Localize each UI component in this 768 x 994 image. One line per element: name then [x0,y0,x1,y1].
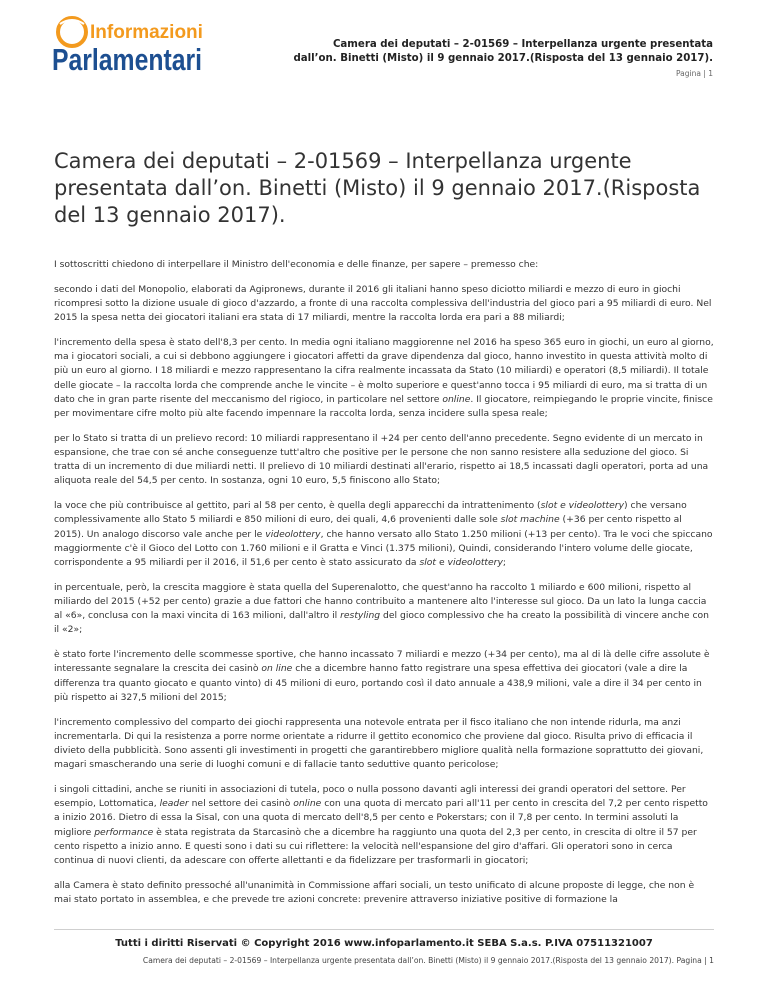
italic-term: online [442,393,471,405]
footer-page-number: Pagina | 1 [676,956,714,965]
footer-divider [54,929,714,930]
article-paragraph [54,783,714,868]
paragraph-text: con una quota di mercato pari all'11 per cento in crescita del 7,2 per cento rispetto a inizio 2016. Dietro di essa la Sisal, con una quota di mercato dell'8,5 per cento e Pokerstars; con il 7,8 per cento. In termini assoluti la migliore [54,798,708,838]
article-paragraph: per lo Stato si tratta di un prelievo record: 10 miliardi rappresentano il +24 per cento dell'anno precedente. Segno evidente di un mercato in espansione, che trae con sé anche conseguenze tutt'altro che positive per le persone che non sanno resistere alla seduzione del gioco. Si tratta di un incremento di due miliardi netti. Il prelievo di 10 miliardi destinati all'erario, rispetto ai 18,5 incassati dagli operatori, porta ad una aliquota reale del 54,5 per cento. In sostanza, ogni 10 euro, 5,5 finiscono allo Stato; [54,432,709,487]
paragraph-text: . Il giocatore, reimpiegando le proprie vincite, finisce per movimentare cifre molto più alte facendo impennare la raccolta lorda, senza incidere sulla spesa reale; [54,393,713,420]
page-header [273,38,713,78]
paragraph-text: (+36 per cento rispetto al 2015). Un analogo discorso vale anche per le [54,514,682,540]
article-body [54,258,714,918]
paragraph-text: ) che versano complessivamente allo Stato 5 miliardi e 850 milioni di euro, dei quali, 4,6 provenienti dalle sole [54,500,687,526]
footer-copyright: Tutti i diritti Riservati © Copyright 2016 www.infoparlamento.it SEBA S.a.s. P.IVA 07511321007 [115,938,653,949]
paragraph-text: nel settore dei casinò [188,798,294,810]
italic-term: slot machine [500,514,560,526]
paragraph-text: è stata registrata da Starcasinò che a dicembre ha raggiunto una quota del 2,3 per cento, in crescita di oltre il 57 per cento rispetto a inizio anno. E questi sono i dati su cui riflettere: la velocità nell'espansione del giro d'affari. Gli operatori sono in cerca continua di nuovi clienti, da adescare con offerte allettanti e da fidelizzare per trasformarli in giocatori; [54,826,697,867]
italic-term: on line [261,663,293,675]
paragraph-text: in percentuale, però, la crescita maggiore è stata quella del Superenalotto, che quest'anno ha raccolto 1 miliardo e 600 milioni, rispetto al miliardo del 2015 (+52 per cento) grazie a due fattori che hanno contribuito a mantenere alto l'interesse sul gioco. Da un lato la lunga caccia al «6», conclusa con la maxi vincita di 163 milioni, dall'altro il [54,581,707,622]
header-page-number: Pagina | 1 [675,69,713,78]
logo-bottom-text: Parlamentari [52,42,202,77]
paragraph-text: e [436,557,448,569]
article-paragraph: alla Camera è stato definito pressoché all'unanimità in Commissione affari sociali, un testo unificato di alcune proposte di legge, che non è mai stato portato in assemblea, e che prevede tre azioni concrete: prevenire attraverso iniziative positive di formazione la [54,879,695,906]
italic-term: restyling [340,610,381,622]
article-title: Camera dei deputati – 2-01569 – Interpellanza urgente presentata dall’on. Binetti (Misto) il 9 gennaio 2017.(Risposta del 13 gennaio 2017). [54,149,701,227]
paragraph-text: del gioco complessivo che ha creato la possibilità di vincere anche con il «2»; [54,610,709,636]
site-logo[interactable] [52,14,212,76]
paragraph-text: che a dicembre hanno fatto registrare una spesa effettiva dei giocatori (vale a dire la differenza tra quanto giocato e quanto vinto) di 45 milioni di euro, portando così il dato annuale a 438,9 milioni, vale a dire il 34 per cento in più rispetto ai 327,5 milioni del 2015; [54,663,702,703]
footer-running-title [54,956,714,965]
italic-term: performance [94,826,154,838]
italic-term: videolottery [447,557,503,569]
footer-title: Camera dei deputati – 2-01569 – Interpellanza urgente presentata dall’on. Binetti (Misto) il 9 gennaio 2017.(Risposta del 13 gennaio 2017). [142,956,675,965]
article-paragraph [54,499,714,570]
article-paragraph [54,336,714,421]
article-paragraph [54,648,714,705]
italic-term: slot e videolottery [540,500,625,512]
italic-term: slot [419,557,437,569]
paragraph-text: è stato forte l'incremento delle scommesse sportive, che hanno incassato 7 miliardi e mezzo (+34 per cento), ma al di là delle cifre assolute è interessante segnalare la crescita dei casinò [54,649,710,675]
paragraph-text: , che hanno versato allo Stato 1.250 milioni (+13 per cento). Tra le voci che spiccano maggiormente c'è il Gioco del Lotto con 1.760 milioni e il Gratta e Vinci (1.375 milioni), Quindi, considerando l'intero volume delle giocate, corrispondente a 95 miliardi per il 2016, il 51,6 per cento è stato assicurato da [54,528,713,569]
header-title-line-1: Camera dei deputati – 2-01569 – Interpellanza urgente presentata [332,39,713,50]
paragraph-text: la voce che più contribuisce al gettito, pari al 58 per cento, è quella degli apparecchi da intrattenimento ( [54,500,541,512]
paragraph-text: l'incremento della spesa è stato dell'8,3 per cento. In media ogni italiano maggiorenne nel 2016 ha speso 365 euro in giochi, un euro al giorno, ma i giocatori sociali, a cui si debbono aggiungere i giocatori affetti da grave dipendenza dal gioco, hanno investito in questa attività molto di più un euro al giorno. I 18 miliardi e mezzo rappresentano la cifra realmente incassata da Stato (10 miliardi) e operatori (8,5 miliardi). Il totale delle giocate – la raccolta lorda che comprende anche le vincite – è molto superiore e quest'anno tocca i 95 miliardi di euro, ma si tratta di un dato che in gran parte risente del meccanismo del rigioco, in particolare nel settore [54,337,714,405]
italic-term: videolottery [265,528,321,540]
paragraph-text: i singoli cittadini, anche se riuniti in associazioni di tutela, poco o nulla possono davanti agli interessi dei grandi operatori del settore. Per esempio, Lottomatica, [54,784,686,810]
logo-top-text: Informazioni [90,22,203,43]
header-title-line-2: dall’on. Binetti (Misto) il 9 gennaio 2017.(Risposta del 13 gennaio 2017). [293,53,713,64]
italic-term: leader [159,798,189,810]
paragraph-text: ; [502,557,506,569]
article-paragraph: secondo i dati del Monopolio, elaborati da Agipronews, durante il 2016 gli italiani hanno speso diciotto miliardi e mezzo di euro in giochi ricompresi sotto la dizione usuale di gioco d'azzardo, a fronte di una raccolta complessiva dell'industria del gioco pari a 95 miliardi di euro. Nel 2015 la spesa netta dei giocatori italiani era stata di 17 miliardi, mentre la raccolta lorda era pari a 88 miliardi; [54,283,712,324]
italic-term: online [293,798,322,810]
article-paragraph [54,581,714,638]
article-paragraph: I sottoscritti chiedono di interpellare il Ministro dell'economia e delle finanze, per sapere – premesso che: [54,259,539,270]
article-paragraph: l'incremento complessivo del comparto dei giochi rappresenta una notevole entrata per il fisco italiano che non intende ridurla, ma anzi incrementarla. Di qui la resistenza a porre norme orientate a ridurre il gettito economico che proviene dal gioco. Risulta privo di efficacia il divieto della pubblicità. Sono assenti gli investimenti in progetti che garantirebbero migliore qualità nella formazione soprattutto dei giovani, magari smascherando una serie di luoghi comuni e di fallacie tanto seduttive quanto pericolose; [54,716,704,771]
